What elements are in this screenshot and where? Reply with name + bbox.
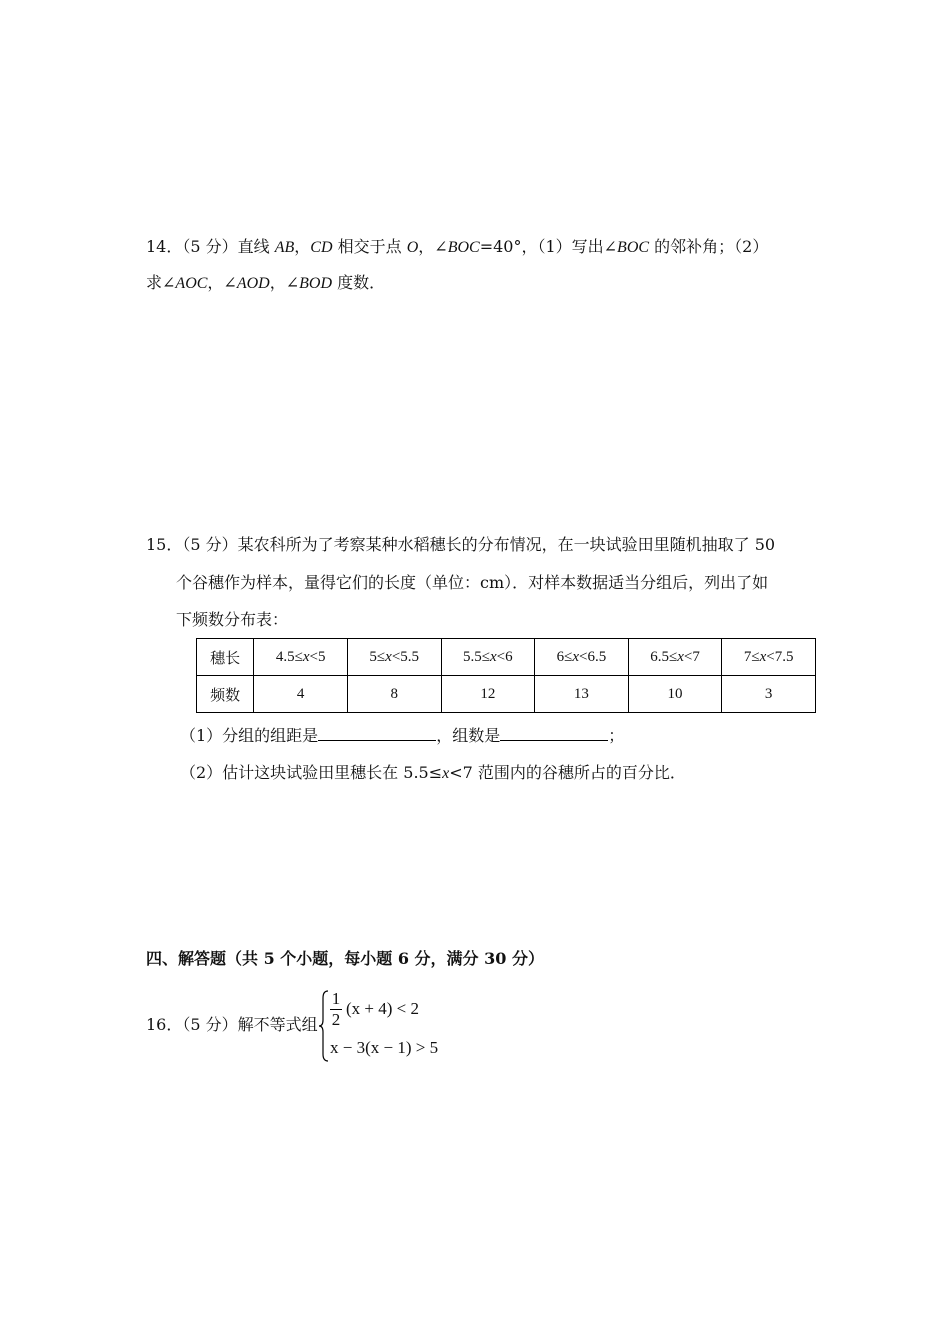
text: 6.5≤ [650,648,678,665]
table-cell: 频数 [197,676,254,713]
var: x [572,648,580,665]
fraction [330,990,342,1029]
text: ，∠ [269,273,300,292]
text: 求∠ [146,273,176,292]
var: x [677,648,684,665]
var: x [302,648,310,665]
table-cell: 穗长 [197,639,254,676]
question-16-label: 16．（5 分）解不等式组 [146,1015,318,1034]
fraction-numerator: 1 [331,989,341,1008]
text: <5.5 [391,648,420,665]
inequality-1: (x + 4) < 2 [346,999,419,1018]
var: AOD [236,275,270,292]
question-15-line-3: 下频数分布表： [176,610,289,629]
text: ， [294,237,311,256]
text: 5≤ [369,648,386,665]
var: x [490,648,497,665]
table-cell [722,639,816,676]
text: 的邻补角；（2） [649,237,769,256]
question-15-part-2 [180,762,686,785]
text: 4.5≤ [275,648,303,665]
table-cell: 4 [254,676,348,713]
table-row [197,676,816,713]
text: <7 [683,648,700,665]
table-row [197,639,816,676]
var: BOC [447,239,480,256]
text: （1）分组的组距是 [180,726,319,745]
var: CD [310,239,333,256]
fraction-denominator: 2 [331,1010,341,1029]
text: 5.5≤ [463,648,490,665]
text: ，∠ [207,273,237,292]
text: <7.5 [766,648,794,665]
var: O [406,239,419,256]
text: ，∠ [418,237,448,256]
var: x [759,648,767,665]
var: AB [274,239,295,256]
question-15-part-1 [180,724,624,747]
table-cell [254,639,348,676]
text: 度数． [332,273,386,292]
var: x [442,765,450,782]
text: <7 范围内的谷穗所占的百分比． [449,763,686,782]
text: （2）估计这块试验田里穗长在 5.5≤ [180,763,443,782]
table-cell: 13 [535,676,629,713]
text: 相交于点 [332,237,407,256]
question-14-line-2 [146,272,385,295]
table-cell [628,639,722,676]
table-cell [441,639,535,676]
text: ，组数是 [436,726,501,745]
table-cell: 12 [441,676,535,713]
table-cell: 3 [722,676,816,713]
question-15-line-1: 15．（5 分）某农科所为了考察某种水稻穗长的分布情况，在一块试验田里随机抽取了 50 [146,535,776,554]
table-cell [347,639,441,676]
answer-blank-1[interactable] [318,724,436,741]
text: 7≤ [743,648,760,665]
inequality-2: x − 3(x − 1) > 5 [330,1038,439,1057]
frequency-table [196,638,816,713]
var: AOC [175,275,208,292]
text: 6≤ [556,648,573,665]
table-cell [535,639,629,676]
left-brace-icon [318,990,330,1062]
text: <5 [309,648,326,665]
text: ； [608,726,625,745]
table-cell: 10 [628,676,722,713]
text: <6 [496,648,513,665]
question-14-line-1 [146,236,768,259]
var: BOD [299,275,333,292]
answer-blank-2[interactable] [500,724,608,741]
question-15-line-2: 个谷穗作为样本，量得它们的长度（单位：cm）．对样本数据适当分组后，列出了如 [176,573,769,592]
table-cell: 8 [347,676,441,713]
text: 14．（5 分）直线 [146,237,275,256]
var: x [385,648,392,665]
section-4-heading: 四、解答题（共 5 个小题，每小题 6 分，满分 30 分） [146,949,544,968]
text: <6.5 [579,648,607,665]
text: =40°，（1）写出∠ [479,237,618,256]
var: BOC [617,239,650,256]
inequality-system [318,990,478,1062]
